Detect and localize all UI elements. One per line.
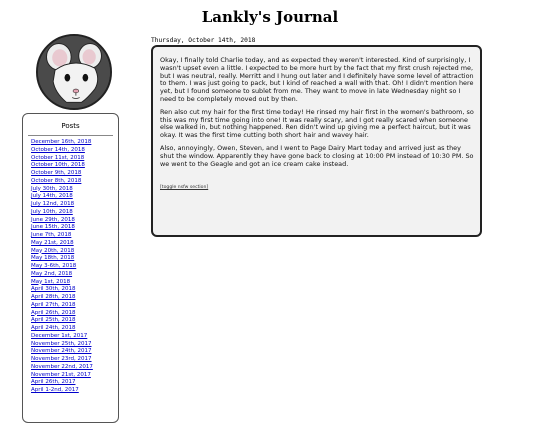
post-link[interactable]: July 14th, 2018 [31,193,73,200]
post-list-item [31,286,118,294]
posts-heading: Posts [61,122,80,130]
entry-paragraph: Also, annoyingly, Owen, Steven, and I went to Page Dairy Mart today and arrived just as they shut the window. Apparently they have gone back to closing at 10:00 PM instead of 10:30 PM. So we went to the Geagle and got an ice cream cake instead. [160,143,474,168]
post-list-item [31,317,118,325]
post-link[interactable]: June 7th, 2018 [31,232,72,238]
post-list-item [31,170,118,178]
post-list-item [31,294,118,302]
post-link[interactable]: October 10th, 2018 [31,162,85,169]
post-link[interactable]: July 30th, 2018 [31,185,73,192]
post-list-item [31,139,118,147]
entry-date: Thursday, October 14th, 2018 [151,37,256,44]
post-list-item [31,379,118,387]
post-link[interactable]: October 11st, 2018 [31,154,85,161]
post-list-item [31,325,118,333]
post-link[interactable]: October 14th, 2018 [31,146,85,153]
post-link[interactable]: May 2nd, 2018 [31,270,73,277]
post-link[interactable]: October 9th, 2018 [31,170,82,176]
posts-divider [28,135,113,136]
post-link[interactable]: May 3-6th, 2018 [31,263,77,269]
post-link[interactable]: April 1-2nd, 2017 [31,387,79,393]
post-link[interactable]: May 1st, 2018 [31,278,71,285]
post-list-item [31,310,118,318]
post-link[interactable]: April 28th, 2018 [31,294,76,300]
post-list-item [31,201,118,209]
post-link[interactable]: April 26th, 2017 [31,379,76,386]
post-link[interactable]: April 25th, 2018 [31,317,76,324]
post-link[interactable]: November 22nd, 2017 [31,363,93,370]
post-link[interactable]: December 16th, 2018 [31,139,92,145]
entry-paragraph: Okay, I finally told Charlie today, and as expected they weren't interested. Kind of surprisingly, I wasn't upset even a little. I expected to be more hurt by the fact that my first crush rejected me, but I was neutral, really. Merritt and I hung out later and I definitely have some level of attraction to them. I was just going to pack, but I kind of reached a wall with that. Oh! I didn't mention here yet, but I found someone to sublet from me. They want to move in late Wednesday night so I need to be completely moved out by then. [160,56,474,103]
post-list-item [31,224,118,232]
post-list-item [31,364,118,372]
post-list-item [31,209,118,217]
post-list-item [31,248,118,256]
post-list-item [31,155,118,163]
post-link[interactable]: April 26th, 2018 [31,309,76,316]
post-link[interactable]: November 23rd, 2017 [31,356,92,362]
entry-paragraph: Ren also cut my hair for the first time today! He rinsed my hair first in the women's bathroom, so this was my first time going into one! It was really scary, and I got really scared when someone else walked in, but nothing happened. Ren didn't wind up giving me a perfect haircut, but it was okay. It was the first time cutting both short hair and wavey hair. [160,107,474,140]
post-link[interactable]: November 25th, 2017 [31,340,92,347]
post-list-item [31,186,118,194]
mouse-avatar-icon [38,36,110,108]
post-list-item [31,240,118,248]
post-link[interactable]: April 27th, 2018 [31,301,76,308]
post-link[interactable]: November 24th, 2017 [31,348,92,355]
post-link[interactable]: June 15th, 2018 [31,224,75,231]
site-title: Lankly's Journal [201,8,339,26]
posts-sidebar [22,113,119,423]
post-link[interactable]: October 8th, 2018 [31,177,82,184]
post-list-item [31,302,118,310]
post-list-item [31,372,118,380]
toggle-nsfw-link[interactable]: [toggle nsfw section] [160,185,209,191]
post-list-item [31,255,118,263]
post-list-item [31,333,118,341]
avatar [36,34,112,110]
post-link[interactable]: April 30th, 2018 [31,286,76,293]
post-link[interactable]: July 10th, 2018 [31,208,73,215]
post-list-item [31,147,118,155]
post-link[interactable]: June 29th, 2018 [31,216,75,223]
post-list-item [31,193,118,201]
post-list-item [31,232,118,240]
post-link[interactable]: May 21st, 2018 [31,239,74,246]
post-list-item [31,279,118,287]
posts-list [23,139,118,395]
post-list-item [31,348,118,356]
post-list-item [31,178,118,186]
post-link[interactable]: May 20th, 2018 [31,247,75,254]
post-link[interactable]: July 12nd, 2018 [31,201,75,207]
post-list-item [31,356,118,364]
post-list-item [31,263,118,271]
post-list-item [31,217,118,225]
post-link[interactable]: November 21st, 2017 [31,371,91,378]
journal-entry [151,45,482,237]
post-list-item [31,341,118,349]
post-link[interactable]: May 18th, 2018 [31,255,75,262]
post-link[interactable]: December 1st, 2017 [31,332,88,339]
post-link[interactable]: April 24th, 2018 [31,325,76,331]
post-list-item [31,271,118,279]
post-list-item [31,162,118,170]
post-list-item [31,387,118,395]
